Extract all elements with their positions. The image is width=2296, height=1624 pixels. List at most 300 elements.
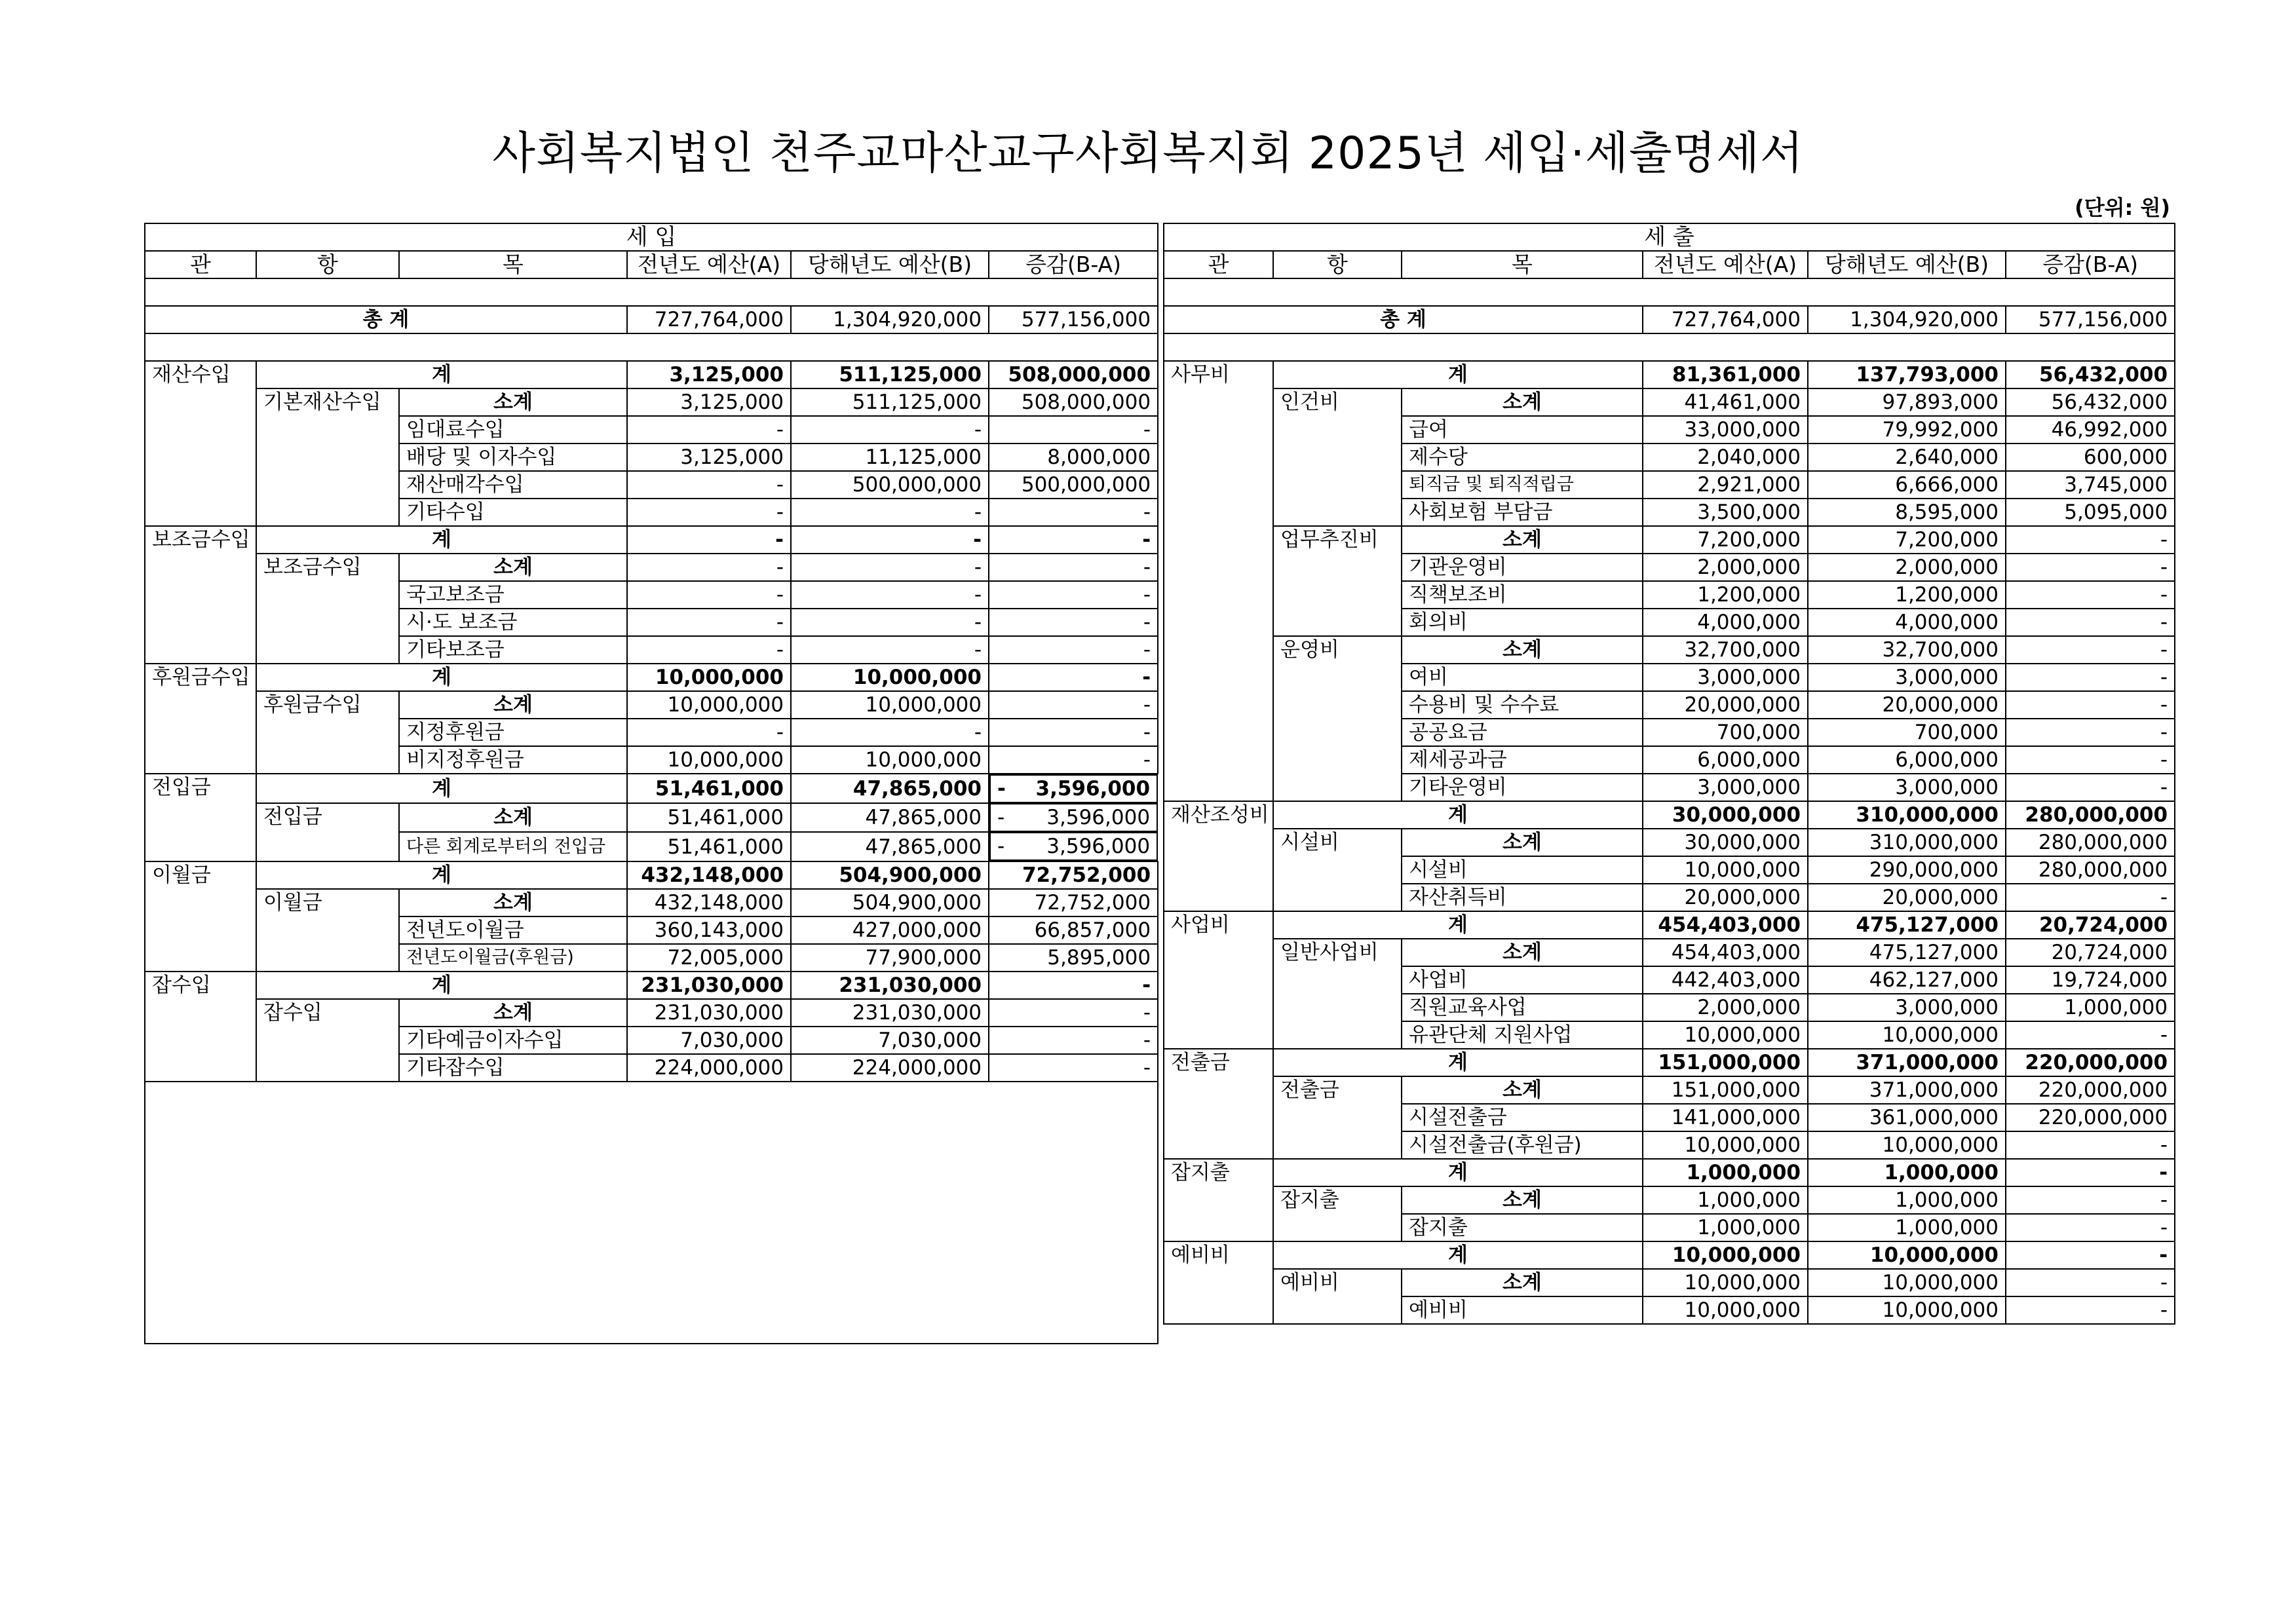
- curr-cell: 1,000,000: [1808, 1186, 2006, 1214]
- table-row-subtotal: [1164, 526, 2175, 554]
- hang-cell: 이월금: [256, 889, 399, 972]
- hang-cell: 기본재산수입: [256, 388, 399, 526]
- diff-cell: 46,992,000: [2006, 416, 2175, 444]
- mok-cell: 소계: [1402, 388, 1643, 416]
- prev-cell: 442,403,000: [1643, 966, 1808, 994]
- mok-cell: 사회보험 부담금: [1402, 499, 1643, 526]
- mok-cell: 직원교육사업: [1402, 994, 1643, 1021]
- diff-cell: -: [989, 999, 1158, 1027]
- table-row-sum: [1164, 1159, 2175, 1186]
- col-header-gwan: 관: [1164, 251, 1273, 278]
- gwan-cell: 전입금: [145, 774, 256, 861]
- curr-cell: 47,865,000: [791, 774, 989, 803]
- diff-cell: -: [989, 499, 1158, 526]
- prev-cell: -: [627, 719, 791, 746]
- curr-cell: 8,595,000: [1808, 499, 2006, 526]
- diff-cell: -: [2006, 554, 2175, 581]
- hang-cell: 보조금수입: [256, 554, 399, 664]
- col-header-mok: 목: [399, 251, 627, 278]
- prev-cell: -: [627, 609, 791, 636]
- sum-label: 계: [256, 526, 627, 554]
- prev-cell: 20,000,000: [1643, 884, 1808, 911]
- mok-cell: 기타보조금: [399, 636, 627, 664]
- diff-cell: -: [2006, 691, 2175, 719]
- curr-cell: 310,000,000: [1808, 801, 2006, 829]
- mok-cell: 비지정후원금: [399, 746, 627, 774]
- prev-cell: 3,000,000: [1643, 664, 1808, 691]
- curr-cell: 20,000,000: [1808, 691, 2006, 719]
- income-table: [144, 223, 1158, 1344]
- curr-cell: 1,000,000: [1808, 1159, 2006, 1186]
- mok-cell: 예비비: [1402, 1296, 1643, 1324]
- gwan-cell: 예비비: [1164, 1241, 1273, 1324]
- diff-cell: -: [2006, 746, 2175, 774]
- mok-cell: 전년도이월금(후원금): [399, 944, 627, 972]
- table-row-subtotal: [145, 554, 1158, 581]
- curr-cell: 137,793,000: [1808, 361, 2006, 388]
- gwan-cell: 재산수입: [145, 361, 256, 526]
- hang-cell: 전출금: [1273, 1076, 1402, 1159]
- curr-cell: 361,000,000: [1808, 1104, 2006, 1131]
- diff-cell: 66,857,000: [989, 916, 1158, 944]
- prev-cell: 10,000,000: [1643, 1021, 1808, 1049]
- sum-label: 계: [256, 972, 627, 999]
- mok-cell: 기타수입: [399, 499, 627, 526]
- gwan-cell: 재산조성비: [1164, 801, 1273, 911]
- mok-cell: 기타잡수입: [399, 1054, 627, 1082]
- mok-cell: 소계: [1402, 1186, 1643, 1214]
- table-row-subtotal: [1164, 829, 2175, 856]
- prev-cell: 32,700,000: [1643, 636, 1808, 664]
- mok-cell: 지정후원금: [399, 719, 627, 746]
- mok-cell: 소계: [399, 889, 627, 916]
- sum-label: 계: [1273, 801, 1643, 829]
- curr-cell: -: [791, 719, 989, 746]
- prev-cell: 224,000,000: [627, 1054, 791, 1082]
- diff-cell: 220,000,000: [2006, 1076, 2175, 1104]
- curr-cell: -: [791, 554, 989, 581]
- col-header-hang: 항: [256, 251, 399, 278]
- prev-cell: 33,000,000: [1643, 416, 1808, 444]
- curr-cell: 10,000,000: [1808, 1241, 2006, 1269]
- negative-sign: -: [997, 777, 1006, 801]
- table-row-subtotal: [1164, 1076, 2175, 1104]
- prev-cell: 454,403,000: [1643, 911, 1808, 939]
- table-row-sum: [145, 361, 1158, 388]
- prev-cell: 454,403,000: [1643, 939, 1808, 966]
- curr-cell: -: [791, 636, 989, 664]
- diff-cell: 20,724,000: [2006, 939, 2175, 966]
- diff-cell: -: [2006, 1241, 2175, 1269]
- curr-cell: 20,000,000: [1808, 884, 2006, 911]
- mok-cell: 임대료수입: [399, 416, 627, 444]
- diff-value: 3,596,000: [1035, 777, 1151, 801]
- mok-cell: 기관운영비: [1402, 554, 1643, 581]
- curr-cell: -: [791, 609, 989, 636]
- prev-cell: 30,000,000: [1643, 829, 1808, 856]
- prev-cell: 3,000,000: [1643, 774, 1808, 801]
- col-header-curr: 당해년도 예산(B): [791, 251, 989, 278]
- diff-cell: -: [2006, 526, 2175, 554]
- diff-cell: -: [2006, 719, 2175, 746]
- prev-cell: 2,000,000: [1643, 994, 1808, 1021]
- prev-cell: -: [627, 471, 791, 499]
- mok-cell: 전년도이월금: [399, 916, 627, 944]
- prev-cell: 1,000,000: [1643, 1186, 1808, 1214]
- unit-label: (단위: 원): [2075, 195, 2170, 220]
- diff-cell: 20,724,000: [2006, 911, 2175, 939]
- hang-cell: 시설비: [1273, 829, 1402, 911]
- gwan-cell: 잡수입: [145, 972, 256, 1082]
- mok-cell: 소계: [399, 691, 627, 719]
- hang-cell: 일반사업비: [1273, 939, 1402, 1049]
- diff-cell: 5,895,000: [989, 944, 1158, 972]
- prev-cell: 2,040,000: [1643, 444, 1808, 471]
- hang-cell: 예비비: [1273, 1269, 1402, 1324]
- curr-cell: 6,000,000: [1808, 746, 2006, 774]
- diff-cell: 56,432,000: [2006, 361, 2175, 388]
- prev-cell: 20,000,000: [1643, 691, 1808, 719]
- curr-cell: 231,030,000: [791, 972, 989, 999]
- col-header-diff: 증감(B-A): [2006, 251, 2175, 278]
- col-header-mok: 목: [1402, 251, 1643, 278]
- prev-cell: 2,921,000: [1643, 471, 1808, 499]
- curr-cell: -: [791, 499, 989, 526]
- prev-cell: 6,000,000: [1643, 746, 1808, 774]
- mok-cell: 직책보조비: [1402, 581, 1643, 609]
- prev-cell: 7,200,000: [1643, 526, 1808, 554]
- mok-cell: 배당 및 이자수입: [399, 444, 627, 471]
- curr-cell: 427,000,000: [791, 916, 989, 944]
- diff-cell: -: [2006, 884, 2175, 911]
- diff-cell: 500,000,000: [989, 471, 1158, 499]
- prev-cell: 4,000,000: [1643, 609, 1808, 636]
- diff-value: 3,596,000: [1046, 806, 1151, 829]
- col-header-prev: 전년도 예산(A): [627, 251, 791, 278]
- prev-cell: 10,000,000: [627, 691, 791, 719]
- mok-cell: 자산취득비: [1402, 884, 1643, 911]
- prev-cell: 3,500,000: [1643, 499, 1808, 526]
- prev-cell: 7,030,000: [627, 1027, 791, 1054]
- diff-cell: -: [989, 554, 1158, 581]
- diff-cell: 280,000,000: [2006, 829, 2175, 856]
- mok-cell: 여비: [1402, 664, 1643, 691]
- diff-cell: -: [989, 581, 1158, 609]
- gwan-cell: 보조금수입: [145, 526, 256, 664]
- diff-cell: -: [2006, 1214, 2175, 1241]
- mok-cell: 수용비 및 수수료: [1402, 691, 1643, 719]
- diff-cell: -: [989, 691, 1158, 719]
- table-row-sum: [1164, 361, 2175, 388]
- negative-sign: -: [997, 806, 1005, 829]
- page-title: 사회복지법인 천주교마산교구사회복지회 2025년 세입·세출명세서: [492, 128, 1804, 179]
- curr-cell: 10,000,000: [1808, 1021, 2006, 1049]
- mok-cell: 공공요금: [1402, 719, 1643, 746]
- curr-cell: 97,893,000: [1808, 388, 2006, 416]
- mok-cell: 소계: [1402, 526, 1643, 554]
- total-curr: 1,304,920,000: [1808, 306, 2006, 333]
- total-diff: 577,156,000: [989, 306, 1158, 333]
- table-row-subtotal: [145, 803, 1158, 832]
- mok-cell: 잡지출: [1402, 1214, 1643, 1241]
- curr-cell: 11,125,000: [791, 444, 989, 471]
- expense-total-row: [1164, 306, 2175, 333]
- prev-cell: 1,000,000: [1643, 1159, 1808, 1186]
- curr-cell: 290,000,000: [1808, 856, 2006, 884]
- mok-cell: 회의비: [1402, 609, 1643, 636]
- prev-cell: 72,005,000: [627, 944, 791, 972]
- mok-cell: 시설전출금: [1402, 1104, 1643, 1131]
- prev-cell: -: [627, 636, 791, 664]
- col-header-gwan: 관: [145, 251, 256, 278]
- curr-cell: 10,000,000: [791, 691, 989, 719]
- col-header-hang: 항: [1273, 251, 1402, 278]
- income-section-header: 세 입: [145, 223, 1158, 251]
- curr-cell: 462,127,000: [1808, 966, 2006, 994]
- curr-cell: 475,127,000: [1808, 939, 2006, 966]
- curr-cell: 10,000,000: [791, 664, 989, 691]
- mok-cell: 시설비: [1402, 856, 1643, 884]
- prev-cell: 3,125,000: [627, 444, 791, 471]
- prev-cell: 41,461,000: [1643, 388, 1808, 416]
- total-label: 총 계: [1164, 306, 1643, 333]
- gwan-cell: 사업비: [1164, 911, 1273, 1049]
- mok-cell: 재산매각수입: [399, 471, 627, 499]
- prev-cell: 700,000: [1643, 719, 1808, 746]
- curr-cell: 371,000,000: [1808, 1049, 2006, 1076]
- curr-cell: 700,000: [1808, 719, 2006, 746]
- curr-cell: 1,200,000: [1808, 581, 2006, 609]
- sum-label: 계: [256, 861, 627, 889]
- col-header-curr: 당해년도 예산(B): [1808, 251, 2006, 278]
- diff-cell: -: [989, 664, 1158, 691]
- sum-label: 계: [1273, 1159, 1643, 1186]
- diff-cell: -: [989, 972, 1158, 999]
- table-row-sum: [145, 664, 1158, 691]
- table-row-subtotal: [145, 691, 1158, 719]
- mok-cell: 급여: [1402, 416, 1643, 444]
- table-row-sum: [1164, 801, 2175, 829]
- table-row-subtotal: [1164, 939, 2175, 966]
- diff-cell: -: [989, 526, 1158, 554]
- col-header-prev: 전년도 예산(A): [1643, 251, 1808, 278]
- diff-cell: 72,752,000: [989, 889, 1158, 916]
- diff-cell: 508,000,000: [989, 388, 1158, 416]
- diff-cell: -: [2006, 664, 2175, 691]
- diff-cell: -: [2006, 636, 2175, 664]
- hang-cell: 운영비: [1273, 636, 1402, 801]
- sum-label: 계: [1273, 361, 1643, 388]
- diff-cell: -: [989, 609, 1158, 636]
- prev-cell: 10,000,000: [627, 664, 791, 691]
- diff-cell: -: [989, 1054, 1158, 1082]
- diff-cell: 72,752,000: [989, 861, 1158, 889]
- prev-cell: 432,148,000: [627, 889, 791, 916]
- curr-cell: 6,666,000: [1808, 471, 2006, 499]
- table-row-subtotal: [1164, 1269, 2175, 1296]
- total-curr: 1,304,920,000: [791, 306, 989, 333]
- diff-cell: -: [989, 416, 1158, 444]
- sum-label: 계: [256, 664, 627, 691]
- diff-cell: 280,000,000: [2006, 801, 2175, 829]
- curr-cell: 7,200,000: [1808, 526, 2006, 554]
- diff-cell: 3,745,000: [2006, 471, 2175, 499]
- table-row-sum: [1164, 1241, 2175, 1269]
- curr-cell: 2,000,000: [1808, 554, 2006, 581]
- mok-cell: 소계: [399, 999, 627, 1027]
- prev-cell: -: [627, 526, 791, 554]
- mok-cell: 소계: [1402, 1076, 1643, 1104]
- diff-cell: -: [2006, 774, 2175, 801]
- sum-label: 계: [1273, 911, 1643, 939]
- expense-section-header: 세 출: [1164, 223, 2175, 251]
- table-row-subtotal: [145, 889, 1158, 916]
- gwan-cell: 전출금: [1164, 1049, 1273, 1159]
- prev-cell: 30,000,000: [1643, 801, 1808, 829]
- diff-cell: 600,000: [2006, 444, 2175, 471]
- diff-cell: -: [2006, 1131, 2175, 1159]
- income-blank-area: [145, 1082, 1158, 1344]
- diff-cell: -: [989, 1027, 1158, 1054]
- diff-cell: -: [989, 719, 1158, 746]
- hang-cell: 잡지출: [1273, 1186, 1402, 1241]
- prev-cell: 1,200,000: [1643, 581, 1808, 609]
- diff-cell: -: [2006, 1021, 2175, 1049]
- hang-cell: 인건비: [1273, 388, 1402, 526]
- diff-cell: -: [2006, 1186, 2175, 1214]
- hang-cell: 후원금수입: [256, 691, 399, 774]
- prev-cell: 141,000,000: [1643, 1104, 1808, 1131]
- curr-cell: 47,865,000: [791, 832, 989, 861]
- table-row-subtotal: [145, 999, 1158, 1027]
- mok-cell: 소계: [1402, 939, 1643, 966]
- curr-cell: 7,030,000: [791, 1027, 989, 1054]
- table-row-subtotal: [1164, 636, 2175, 664]
- diff-cell: [989, 774, 1158, 803]
- prev-cell: 231,030,000: [627, 999, 791, 1027]
- prev-cell: 10,000,000: [1643, 1269, 1808, 1296]
- diff-cell: -: [2006, 1159, 2175, 1186]
- curr-cell: 511,125,000: [791, 361, 989, 388]
- total-label: 총 계: [145, 306, 627, 333]
- diff-cell: -: [2006, 581, 2175, 609]
- total-prev: 727,764,000: [1643, 306, 1808, 333]
- curr-cell: 3,000,000: [1808, 664, 2006, 691]
- diff-cell: 56,432,000: [2006, 388, 2175, 416]
- curr-cell: 10,000,000: [1808, 1131, 2006, 1159]
- table-row-sum: [145, 774, 1158, 803]
- diff-cell: 280,000,000: [2006, 856, 2175, 884]
- sum-label: 계: [256, 774, 627, 803]
- gwan-cell: 이월금: [145, 861, 256, 972]
- mok-cell: 소계: [399, 554, 627, 581]
- prev-cell: 51,461,000: [627, 832, 791, 861]
- prev-cell: 3,125,000: [627, 388, 791, 416]
- diff-cell: 1,000,000: [2006, 994, 2175, 1021]
- prev-cell: 10,000,000: [1643, 856, 1808, 884]
- diff-cell: -: [989, 636, 1158, 664]
- curr-cell: -: [791, 416, 989, 444]
- mok-cell: 시·도 보조금: [399, 609, 627, 636]
- curr-cell: 1,000,000: [1808, 1214, 2006, 1241]
- curr-cell: 504,900,000: [791, 889, 989, 916]
- curr-cell: 4,000,000: [1808, 609, 2006, 636]
- diff-cell: 508,000,000: [989, 361, 1158, 388]
- prev-cell: 151,000,000: [1643, 1076, 1808, 1104]
- prev-cell: 81,361,000: [1643, 361, 1808, 388]
- curr-cell: 500,000,000: [791, 471, 989, 499]
- prev-cell: -: [627, 581, 791, 609]
- mok-cell: 제세공과금: [1402, 746, 1643, 774]
- mok-cell: 소계: [399, 803, 627, 832]
- mok-cell: 유관단체 지원사업: [1402, 1021, 1643, 1049]
- curr-cell: 2,640,000: [1808, 444, 2006, 471]
- curr-cell: 231,030,000: [791, 999, 989, 1027]
- prev-cell: 1,000,000: [1643, 1214, 1808, 1241]
- mok-cell: 소계: [1402, 829, 1643, 856]
- prev-cell: -: [627, 554, 791, 581]
- diff-cell: 8,000,000: [989, 444, 1158, 471]
- table-row-subtotal: [145, 388, 1158, 416]
- curr-cell: 3,000,000: [1808, 774, 2006, 801]
- curr-cell: 511,125,000: [791, 388, 989, 416]
- curr-cell: 310,000,000: [1808, 829, 2006, 856]
- curr-cell: 3,000,000: [1808, 994, 2006, 1021]
- prev-cell: 51,461,000: [627, 774, 791, 803]
- hang-cell: 전입금: [256, 803, 399, 861]
- curr-cell: 475,127,000: [1808, 911, 2006, 939]
- gwan-cell: 사무비: [1164, 361, 1273, 801]
- hang-cell: 업무추진비: [1273, 526, 1402, 636]
- sum-label: 계: [256, 361, 627, 388]
- diff-cell: -: [2006, 609, 2175, 636]
- mok-cell: 기타운영비: [1402, 774, 1643, 801]
- curr-cell: -: [791, 526, 989, 554]
- curr-cell: 32,700,000: [1808, 636, 2006, 664]
- sum-label: 계: [1273, 1241, 1643, 1269]
- table-row-subtotal: [1164, 1186, 2175, 1214]
- prev-cell: 231,030,000: [627, 972, 791, 999]
- diff-cell: -: [2006, 1269, 2175, 1296]
- sum-label: 계: [1273, 1049, 1643, 1076]
- gwan-cell: 잡지출: [1164, 1159, 1273, 1241]
- curr-cell: 10,000,000: [1808, 1269, 2006, 1296]
- curr-cell: 79,992,000: [1808, 416, 2006, 444]
- negative-sign: -: [997, 835, 1005, 858]
- table-row-sum: [145, 861, 1158, 889]
- prev-cell: 151,000,000: [1643, 1049, 1808, 1076]
- diff-cell: -: [2006, 1296, 2175, 1324]
- diff-cell: 220,000,000: [2006, 1049, 2175, 1076]
- prev-cell: 10,000,000: [1643, 1131, 1808, 1159]
- mok-cell: 소계: [399, 388, 627, 416]
- curr-cell: -: [791, 581, 989, 609]
- mok-cell: 사업비: [1402, 966, 1643, 994]
- mok-cell: 퇴직금 및 퇴직적립금: [1402, 471, 1643, 499]
- table-row-subtotal: [1164, 388, 2175, 416]
- mok-cell: 제수당: [1402, 444, 1643, 471]
- prev-cell: 10,000,000: [1643, 1241, 1808, 1269]
- hang-cell: 잡수입: [256, 999, 399, 1082]
- expense-table: [1163, 223, 2175, 1325]
- curr-cell: 371,000,000: [1808, 1076, 2006, 1104]
- curr-cell: 47,865,000: [791, 803, 989, 832]
- mok-cell: 기타예금이자수입: [399, 1027, 627, 1054]
- prev-cell: 360,143,000: [627, 916, 791, 944]
- mok-cell: 다른 회계로부터의 전입금: [399, 832, 627, 861]
- diff-cell: -: [989, 746, 1158, 774]
- table-row-sum: [1164, 1049, 2175, 1076]
